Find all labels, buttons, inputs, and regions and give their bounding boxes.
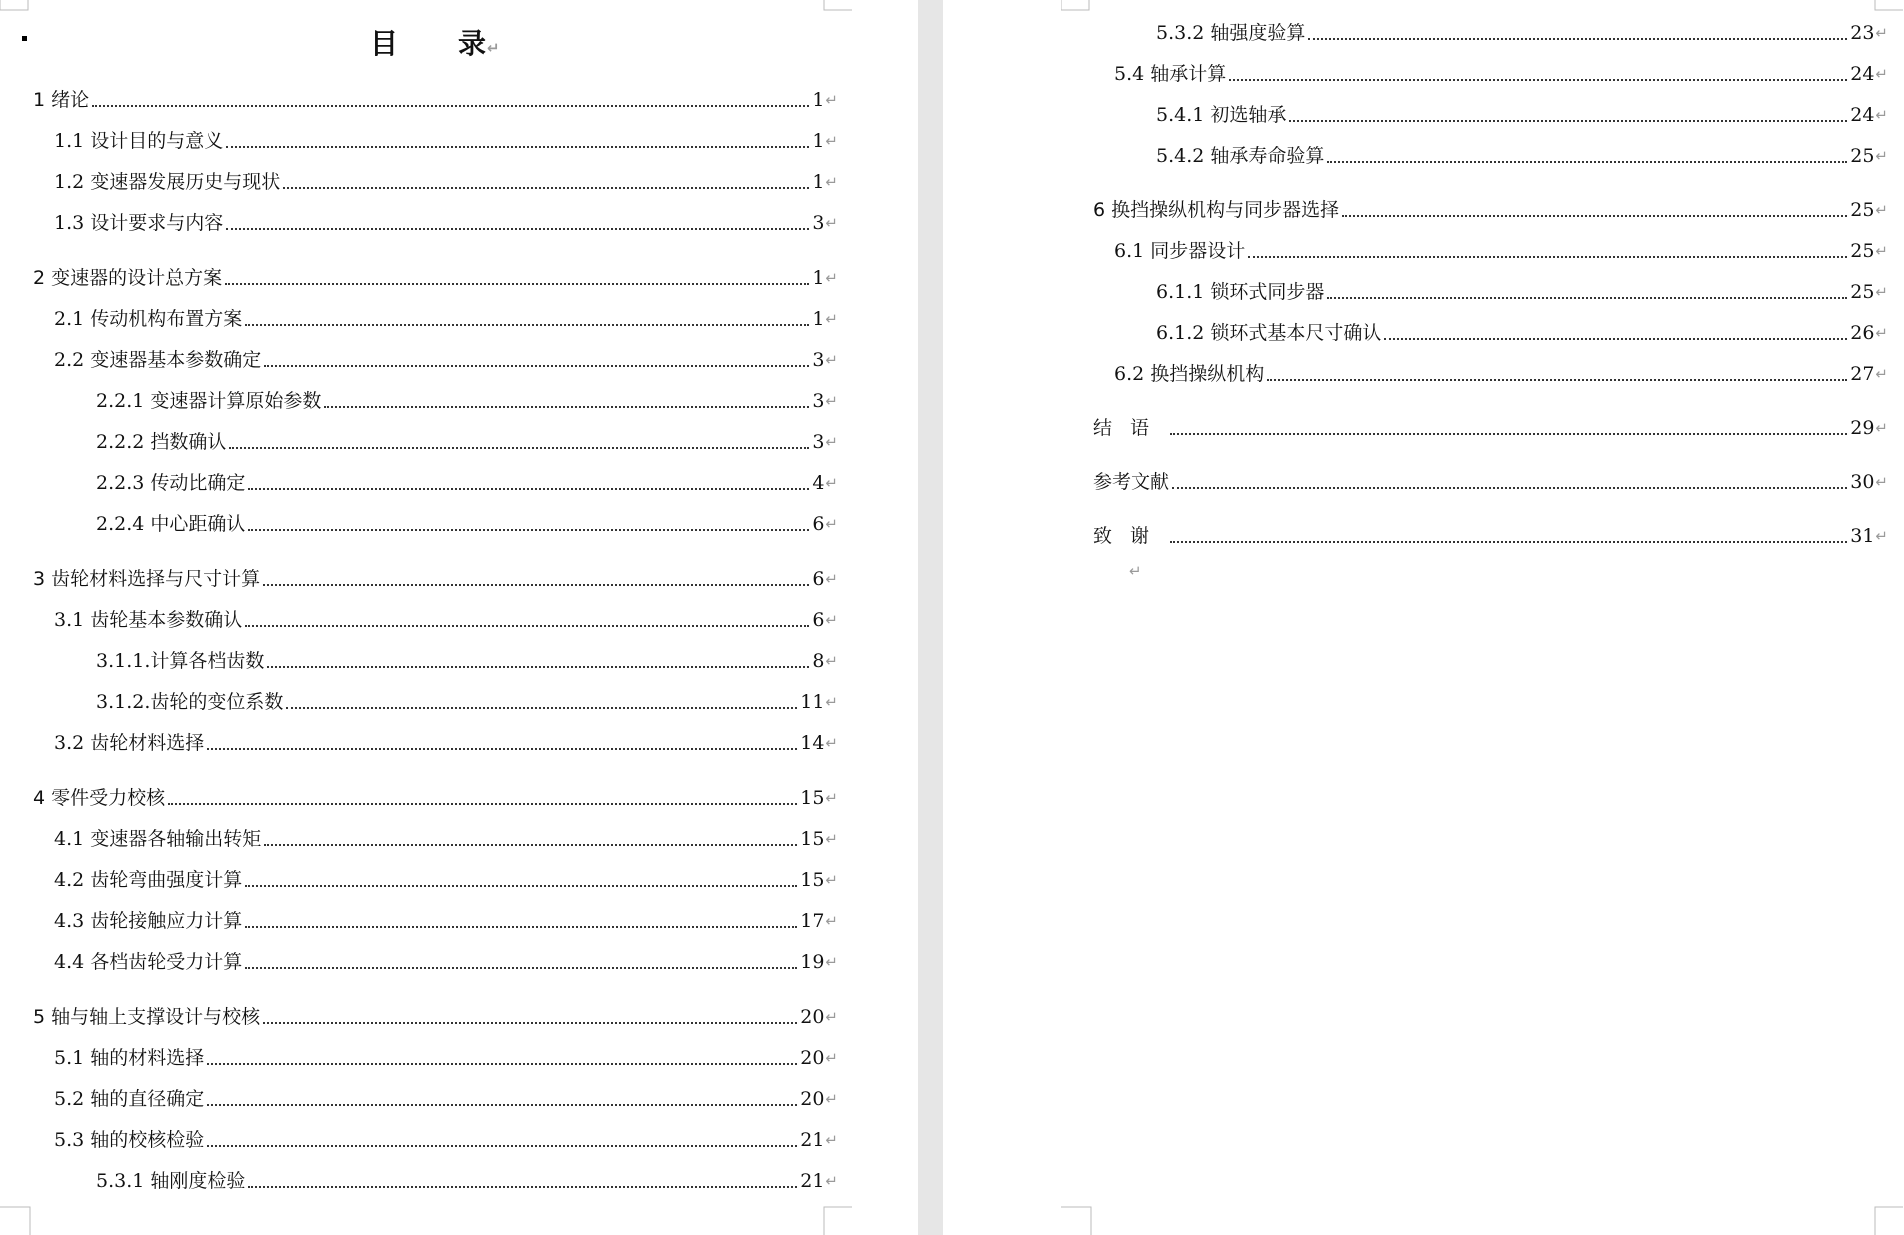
toc-entry-label: 6.1 同步器设计	[1114, 240, 1246, 262]
return-mark-icon: ↵	[825, 351, 838, 369]
toc-leader-dots	[264, 844, 797, 846]
toc-leader-dots	[1327, 297, 1847, 299]
toc-leader-dots	[229, 447, 809, 449]
toc-entry[interactable]	[1093, 198, 1888, 222]
toc-leader-dots	[1170, 433, 1847, 435]
return-mark-icon: ↵	[1875, 527, 1888, 545]
toc-entry-page-number: 11	[800, 691, 825, 713]
return-mark-icon: ↵	[825, 734, 838, 752]
toc-entry[interactable]	[1156, 321, 1888, 345]
toc-entry-label: 2.2.1 变速器计算原始参数	[96, 390, 322, 412]
toc-entry[interactable]	[54, 307, 838, 331]
page-title	[370, 22, 500, 62]
return-mark-icon: ↵	[1875, 365, 1888, 383]
return-mark-icon: ↵	[825, 789, 838, 807]
toc-leader-dots	[267, 666, 809, 668]
toc-entry[interactable]	[1156, 21, 1888, 45]
toc-entry-page-number: 3	[812, 431, 825, 453]
toc-entry-page-number: 19	[800, 951, 825, 973]
return-mark-icon: ↵	[825, 433, 838, 451]
return-mark-icon: ↵	[825, 214, 838, 232]
toc-entry-label: 1 绪论	[33, 89, 90, 111]
return-mark-icon: ↵	[1875, 324, 1888, 342]
toc-entry-page-number: 15	[800, 869, 825, 891]
toc-entry-page-number: 24	[1850, 63, 1875, 85]
toc-entry[interactable]	[1156, 103, 1888, 127]
return-mark-icon: ↵	[825, 173, 838, 191]
toc-entry-label: 1.3 设计要求与内容	[54, 212, 224, 234]
page-corner-mark	[1873, 0, 1903, 12]
return-mark-icon: ↵	[1875, 419, 1888, 437]
toc-leader-dots	[1172, 487, 1847, 489]
toc-leader-dots	[324, 406, 809, 408]
toc-leader-dots	[1289, 120, 1847, 122]
toc-leader-dots	[1308, 38, 1847, 40]
toc-entry-label: 6.2 换挡操纵机构	[1114, 363, 1265, 385]
toc-entry-page-number: 1	[812, 308, 825, 330]
return-mark-icon: ↵	[1875, 473, 1888, 491]
toc-entry[interactable]	[54, 1128, 838, 1152]
toc-leader-dots	[1170, 541, 1847, 543]
toc-entry-page-number: 1	[812, 267, 825, 289]
toc-entry-label: 2.2.4 中心距确认	[96, 513, 246, 535]
toc-entry-label: 5.3.1 轴刚度检验	[96, 1170, 246, 1192]
toc-entry-label: 6 换挡操纵机构与同步器选择	[1093, 199, 1340, 221]
toc-entry-label: 1.2 变速器发展历史与现状	[54, 171, 281, 193]
toc-leader-dots	[263, 584, 809, 586]
toc-leader-dots	[207, 1104, 797, 1106]
toc-entry-page-number: 6	[812, 609, 825, 631]
return-mark-icon: ↵	[825, 652, 838, 670]
toc-entry-page-number: 14	[800, 732, 825, 754]
toc-entry-label: 5.3.2 轴强度验算	[1156, 22, 1306, 44]
return-mark-icon: ↵	[1875, 283, 1888, 301]
toc-entry[interactable]	[1114, 362, 1888, 386]
return-mark-icon: ↵	[1875, 147, 1888, 165]
toc-leader-dots	[283, 187, 809, 189]
toc-entry-page-number: 25	[1850, 240, 1875, 262]
return-mark-icon: ↵	[487, 39, 500, 57]
return-mark-icon: ↵	[1129, 562, 1142, 580]
return-mark-icon: ↵	[825, 953, 838, 971]
return-mark-icon: ↵	[825, 1049, 838, 1067]
toc-entry[interactable]	[1093, 416, 1888, 440]
page-corner-mark	[1873, 1205, 1904, 1235]
toc-entry-label: 2.2.3 传动比确定	[96, 472, 246, 494]
return-mark-icon: ↵	[1875, 201, 1888, 219]
toc-entry-label: 3.2 齿轮材料选择	[54, 732, 205, 754]
toc-entry[interactable]	[54, 827, 838, 851]
toc-entry-page-number: 25	[1850, 199, 1875, 221]
toc-entry-label: 致谢	[1093, 525, 1168, 547]
return-mark-icon: ↵	[825, 515, 838, 533]
toc-entry-label: 4 零件受力校核	[33, 787, 166, 809]
toc-entry-label: 4.1 变速器各轴输出转矩	[54, 828, 262, 850]
toc-entry[interactable]	[33, 266, 838, 290]
bullet-mark	[22, 36, 27, 41]
toc-entry-label: 5 轴与轴上支撑设计与校核	[33, 1006, 261, 1028]
toc-entry-page-number: 24	[1850, 104, 1875, 126]
toc-leader-dots	[245, 324, 809, 326]
toc-entry[interactable]	[54, 950, 838, 974]
return-mark-icon: ↵	[825, 91, 838, 109]
toc-leader-dots	[207, 1145, 797, 1147]
toc-entry-page-number: 1	[812, 171, 825, 193]
toc-entry[interactable]	[33, 1005, 838, 1029]
toc-entry-label: 2.1 传动机构布置方案	[54, 308, 243, 330]
toc-entry-page-number: 1	[812, 89, 825, 111]
toc-entry-page-number: 21	[800, 1170, 825, 1192]
title-char-1: 目	[370, 27, 399, 60]
toc-entry-label: 3 齿轮材料选择与尺寸计算	[33, 568, 261, 590]
page-corner-mark	[0, 1205, 40, 1235]
toc-leader-dots	[245, 885, 797, 887]
return-mark-icon: ↵	[825, 693, 838, 711]
toc-entry-page-number: 23	[1850, 22, 1875, 44]
toc-entry-page-number: 30	[1850, 471, 1875, 493]
toc-leader-dots	[286, 707, 797, 709]
return-mark-icon: ↵	[825, 132, 838, 150]
toc-leader-dots	[245, 625, 809, 627]
toc-leader-dots	[263, 1022, 797, 1024]
return-mark-icon: ↵	[825, 474, 838, 492]
toc-entry[interactable]	[96, 690, 838, 714]
toc-entry-label: 4.4 各档齿轮受力计算	[54, 951, 243, 973]
toc-entry[interactable]	[54, 348, 838, 372]
toc-entry-page-number: 20	[800, 1088, 825, 1110]
toc-entry-page-number: 15	[800, 787, 825, 809]
toc-entry-page-number: 3	[812, 212, 825, 234]
toc-entry-page-number: 8	[812, 650, 825, 672]
toc-leader-dots	[245, 926, 797, 928]
toc-entry-label: 3.1.2.齿轮的变位系数	[96, 691, 284, 713]
document-page-1	[0, 0, 918, 1235]
toc-entry[interactable]	[33, 88, 838, 112]
page-corner-mark	[822, 1205, 862, 1235]
toc-entry[interactable]	[96, 389, 838, 413]
toc-entry-label: 5.1 轴的材料选择	[54, 1047, 205, 1069]
toc-entry[interactable]	[96, 1169, 838, 1193]
toc-entry[interactable]	[1114, 62, 1888, 86]
toc-leader-dots	[264, 365, 809, 367]
toc-entry-page-number: 20	[800, 1047, 825, 1069]
toc-leader-dots	[1342, 215, 1847, 217]
return-mark-icon: ↵	[825, 912, 838, 930]
return-mark-icon: ↵	[825, 830, 838, 848]
toc-entry-label: 5.4.2 轴承寿命验算	[1156, 145, 1325, 167]
toc-entry-page-number: 25	[1850, 145, 1875, 167]
toc-entry-label: 2 变速器的设计总方案	[33, 267, 223, 289]
title-char-2: 录	[458, 27, 487, 60]
toc-entry[interactable]	[54, 608, 838, 632]
toc-entry-label: 4.3 齿轮接触应力计算	[54, 910, 243, 932]
toc-entry-page-number: 20	[800, 1006, 825, 1028]
page-corner-mark	[0, 0, 30, 12]
toc-entry[interactable]	[1156, 144, 1888, 168]
toc-entry-page-number: 3	[812, 349, 825, 371]
return-mark-icon: ↵	[825, 392, 838, 410]
return-mark-icon: ↵	[825, 269, 838, 287]
return-mark-icon: ↵	[825, 1008, 838, 1026]
toc-entry-label: 3.1 齿轮基本参数确认	[54, 609, 243, 631]
document-page-2	[943, 0, 1904, 1235]
toc-leader-dots	[248, 488, 809, 490]
return-mark-icon: ↵	[825, 1090, 838, 1108]
toc-leader-dots	[1384, 338, 1847, 340]
toc-leader-dots	[1229, 79, 1847, 81]
toc-entry-page-number: 6	[812, 513, 825, 535]
toc-entry-label: 1.1 设计目的与意义	[54, 130, 224, 152]
toc-leader-dots	[226, 228, 809, 230]
return-mark-icon: ↵	[825, 570, 838, 588]
page-corner-mark	[1061, 1205, 1101, 1235]
toc-entry[interactable]	[54, 868, 838, 892]
return-mark-icon: ↵	[825, 611, 838, 629]
toc-entry-page-number: 21	[800, 1129, 825, 1151]
toc-leader-dots	[245, 967, 797, 969]
toc-leader-dots	[168, 803, 797, 805]
toc-entry-label: 参考文献	[1093, 471, 1170, 493]
toc-entry[interactable]	[54, 129, 838, 153]
toc-entry[interactable]	[1156, 280, 1888, 304]
toc-entry-page-number: 17	[800, 910, 825, 932]
return-mark-icon: ↵	[825, 871, 838, 889]
toc-entry-label: 3.1.1.计算各档齿数	[96, 650, 265, 672]
toc-entry-label: 结语	[1093, 417, 1168, 439]
toc-entry[interactable]	[54, 731, 838, 755]
toc-entry-label: 6.1.1 锁环式同步器	[1156, 281, 1325, 303]
toc-entry-page-number: 26	[1850, 322, 1875, 344]
toc-entry-page-number: 31	[1850, 525, 1875, 547]
toc-entry-label: 2.2.2 挡数确认	[96, 431, 227, 453]
toc-leader-dots	[1248, 256, 1847, 258]
toc-entry[interactable]	[54, 1046, 838, 1070]
toc-entry-label: 5.4 轴承计算	[1114, 63, 1227, 85]
toc-entry[interactable]	[96, 430, 838, 454]
toc-entry-label: 5.3 轴的校核检验	[54, 1129, 205, 1151]
return-mark-icon: ↵	[1875, 242, 1888, 260]
toc-entry-label: 2.2 变速器基本参数确定	[54, 349, 262, 371]
toc-leader-dots	[1327, 161, 1847, 163]
toc-entry[interactable]	[96, 512, 838, 536]
toc-entry-page-number: 6	[812, 568, 825, 590]
toc-entry-page-number: 4	[812, 472, 825, 494]
return-mark-icon: ↵	[1875, 106, 1888, 124]
return-mark-icon: ↵	[825, 1131, 838, 1149]
return-mark-icon: ↵	[1875, 65, 1888, 83]
toc-entry-label: 5.2 轴的直径确定	[54, 1088, 205, 1110]
return-mark-icon: ↵	[825, 1172, 838, 1190]
toc-entry[interactable]	[54, 170, 838, 194]
page-corner-mark	[1061, 0, 1091, 12]
toc-entry[interactable]	[1093, 524, 1888, 548]
toc-entry[interactable]	[1114, 239, 1888, 263]
toc-entry-page-number: 29	[1850, 417, 1875, 439]
toc-leader-dots	[248, 529, 809, 531]
toc-entry-page-number: 27	[1850, 363, 1875, 385]
toc-entry-page-number: 15	[800, 828, 825, 850]
toc-leader-dots	[226, 146, 809, 148]
toc-leader-dots	[248, 1186, 797, 1188]
toc-entry[interactable]	[54, 1087, 838, 1111]
toc-entry[interactable]	[54, 909, 838, 933]
toc-leader-dots	[207, 748, 797, 750]
toc-entry-label: 4.2 齿轮弯曲强度计算	[54, 869, 243, 891]
toc-entry-page-number: 25	[1850, 281, 1875, 303]
return-mark-icon: ↵	[1875, 24, 1888, 42]
toc-entry-page-number: 1	[812, 130, 825, 152]
return-mark-icon: ↵	[825, 310, 838, 328]
toc-entry-label: 5.4.1 初选轴承	[1156, 104, 1287, 126]
toc-leader-dots	[92, 105, 809, 107]
toc-leader-dots	[1267, 379, 1847, 381]
toc-entry[interactable]	[33, 786, 838, 810]
toc-entry[interactable]	[96, 649, 838, 673]
toc-entry[interactable]	[54, 211, 838, 235]
toc-entry[interactable]	[96, 471, 838, 495]
toc-entry[interactable]	[1093, 470, 1888, 494]
page-corner-mark	[822, 0, 852, 12]
toc-leader-dots	[225, 283, 809, 285]
toc-entry-page-number: 3	[812, 390, 825, 412]
toc-entry[interactable]	[33, 567, 838, 591]
toc-leader-dots	[207, 1063, 797, 1065]
toc-entry-label: 6.1.2 锁环式基本尺寸确认	[1156, 322, 1382, 344]
